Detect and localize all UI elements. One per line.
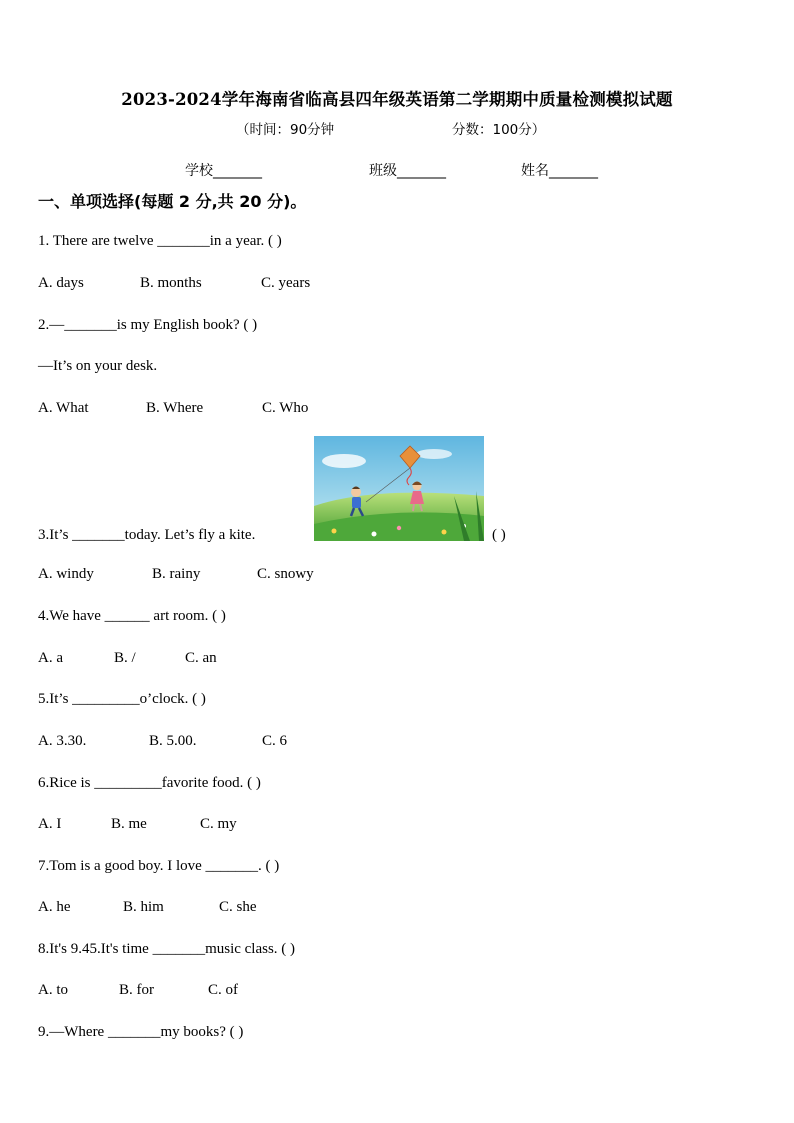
q3-option-b: B. rainy (152, 566, 201, 582)
q4-option-b: B. / (114, 650, 136, 666)
q7-option-c: C. she (219, 899, 257, 915)
q2-option-a: A. What (38, 400, 89, 416)
q3-option-c: C. snowy (257, 566, 314, 582)
q7-option-a: A. he (38, 899, 71, 915)
question-3: 3.It’s _______today. Let’s fly a kite. (38, 527, 256, 543)
question-6: 6.Rice is _________favorite food. ( ) (38, 775, 261, 791)
question-5: 5.It’s _________o’clock. ( ) (38, 691, 206, 707)
q3-option-a: A. windy (38, 566, 94, 582)
q8-option-b: B. for (119, 982, 154, 998)
q4-option-a: A. a (38, 650, 63, 666)
question-7: 7.Tom is a good boy. I love _______. ( ) (38, 858, 280, 874)
q1-option-b: B. months (140, 275, 202, 291)
question-1: 1. There are twelve _______in a year. ( ) (38, 233, 282, 249)
q2-option-b: B. Where (146, 400, 204, 416)
class-field: 班级_______ (369, 163, 446, 179)
question-9: 9.—Where _______my books? ( ) (38, 1024, 244, 1040)
school-field: 学校_______ (185, 163, 262, 179)
q2-option-c: C. Who (262, 400, 309, 416)
q5-option-c: C. 6 (262, 733, 288, 749)
name-field: 姓名_______ (521, 163, 598, 179)
q8-option-a: A. to (38, 982, 68, 998)
q7-option-b: B. him (123, 899, 164, 915)
q6-option-a: A. I (38, 816, 62, 832)
section-heading: 一、单项选择(每题 2 分,共 20 分)。 (38, 192, 307, 211)
q6-option-c: C. my (200, 816, 237, 832)
question-8: 8.It's 9.45.It's time _______music class. ( ) (38, 941, 296, 957)
question-2-answer-line: —It’s on your desk. (38, 358, 158, 374)
q1-option-a: A. days (38, 275, 84, 291)
question-2: 2.—_______is my English book? ( ) (38, 317, 258, 333)
question-3-answer-parentheses: ( ) (492, 527, 506, 543)
kite-flying-illustration (314, 436, 484, 541)
question-4: 4.We have ______ art room. ( ) (38, 608, 226, 624)
q5-option-b: B. 5.00. (149, 733, 197, 749)
q6-option-b: B. me (111, 816, 147, 832)
q4-option-c: C. an (185, 650, 217, 666)
exam-time: （时间：90分钟 (236, 122, 335, 138)
page-title: 2023-2024学年海南省临高县四年级英语第二学期期中质量检测模拟试题 (121, 90, 673, 109)
exam-score: 分数：100分） (452, 122, 546, 138)
q5-option-a: A. 3.30. (38, 733, 87, 749)
kite-flying-picture (314, 436, 484, 541)
q1-option-c: C. years (261, 275, 311, 291)
q8-option-c: C. of (208, 982, 238, 998)
